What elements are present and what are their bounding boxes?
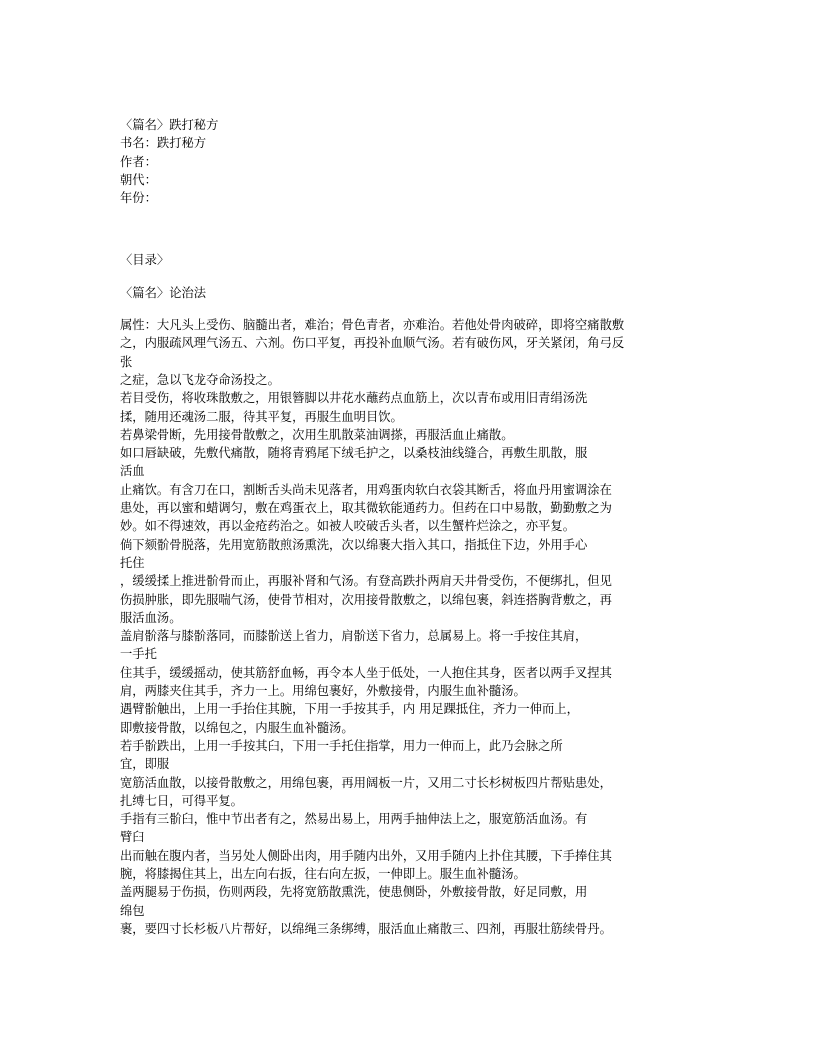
body-line: 宽筋活血散，以接骨散敷之，用绵包裹，再用阔板一片，又用二寸长杉树板四片帮贴患处，: [120, 775, 612, 790]
body-line: ，缓缓揉上推进骱骨而止，再服补肾和气汤。有登高跌扑两肩天井骨受伤，不便绑扎，但见: [120, 574, 612, 589]
body-line: 活血: [120, 464, 145, 479]
body-line: 伤损肿胀，即先服喘气汤，使骨节相对，次用接骨散敷之，以绵包裹，斜连搭胸背敷之，再: [120, 592, 612, 607]
body-text: [120, 316, 700, 938]
body-line: 之症，急以飞龙夺命汤投之。: [120, 372, 280, 387]
body-line: 盖肩骱落与膝骱落同，而膝骱送上省力，肩骱送下省力，总属易上。将一手按住其肩，: [120, 629, 588, 644]
header-line-dynasty: 朝代：: [120, 172, 157, 187]
body-line: 张: [120, 354, 133, 369]
body-line: 托住: [120, 555, 145, 570]
body-line: 如口唇缺破，先敷代痛散，随将青鸦尾下绒毛护之，以桑枝油线缝合，再敷生肌散，服: [120, 446, 588, 461]
header-line-author: 作者：: [120, 154, 157, 169]
body-line: 属性：大凡头上受伤、脑髓出者，难治；骨色青者，亦难治。若他处骨肉破碎，即将空痛散敷: [120, 318, 625, 333]
body-line: 若鼻梁骨断，先用接骨散敷之，次用生肌散菜油调搽，再服活血止痛散。: [120, 427, 514, 442]
toc-label: 〈目录〉: [120, 253, 170, 268]
body-line: 出而触在腹内者，当另处人侧卧出肉，用手随内出外，又用手随内上扑住其腰，下手捧住其: [120, 848, 612, 863]
body-line: 遇臂骱触出，上用一手抬住其腕，下用一手按其手，内 用足踝抵住，齐力一伸而上，: [120, 702, 579, 717]
header-line-title: 〈篇名〉跌打秘方: [120, 118, 219, 132]
body-line: 肩，两膝夹住其手，齐力一上。用绵包裹好，外敷接骨，内服生血补髓汤。: [120, 684, 526, 699]
body-line: 即敷接骨散，以绵包之，内服生血补髓汤。: [120, 720, 354, 735]
body-line: 止痛饮。有含刀在口，割断舌头尚未见落者，用鸡蛋肉软白衣袋其断舌，将血丹用蜜调涂在: [120, 482, 612, 497]
body-line: 裹，要四寸长杉板八片帮好，以绵绳三条绑缚，服活血止痛散三、四剂，再服壮筋续骨丹。: [120, 921, 612, 936]
body-line: 之，内服疏风理气汤五、六剂。伤口平复，再投补血顺气汤。若有破伤风，牙关紧闭，角弓反: [120, 336, 625, 351]
body-line: 手指有三骱臼，惟中节出者有之，然易出易上，用两手抽伸法上之，服宽筋活血汤。有: [120, 812, 588, 827]
body-line: 臂臼: [120, 830, 145, 845]
body-line: 盖两腿易于伤损，伤则两段，先将宽筋散熏洗，使患侧卧，外敷接骨散，好足同敷，用: [120, 885, 588, 900]
header-line-book: 书名：跌打秘方: [120, 136, 207, 151]
body-line: 若目受伤，将收珠散敷之，用银簪脚以井花水蘸药点血筋上，次以青布或用旧青绢汤洗: [120, 391, 588, 406]
header-line-year: 年份：: [120, 191, 157, 206]
body-line: 一手托: [120, 647, 157, 662]
body-line: 患处，再以蜜和蜡调匀，敷在鸡蛋衣上，取其微软能通药力。但药在口中易散，勤勤敷之为: [120, 501, 612, 516]
body-line: 扎缚七日，可得平复。: [120, 793, 243, 808]
section-title: 〈篇名〉论治法: [120, 285, 207, 300]
document-page: [120, 116, 700, 938]
body-line: 倘下颏骱骨脱落，先用宽筋散煎汤熏洗，次以绵裹大指入其口，指抵住下边，外用手心: [120, 537, 588, 552]
body-line: 绵包: [120, 903, 145, 918]
body-line: 住其手，缓缓摇动，使其筋舒血畅，再令本人坐于低处，一人抱住其身，医者以两手叉捏其: [120, 665, 612, 680]
body-line: 宜，即服: [120, 757, 170, 772]
body-line: 腕，将膝揭住其上，出左向右扳，往右向左扳，一伸即上。服生血补髓汤。: [120, 866, 526, 881]
body-line: 服活血汤。: [120, 610, 182, 625]
body-line: 妙。如不得速效，再以金疮药治之。如被人咬破舌头者，以生蟹杵烂涂之，亦平复。: [120, 519, 575, 534]
document-header: [120, 116, 700, 207]
body-line: 揉，随用还魂汤二服，待其平复，再服生血明目饮。: [120, 409, 403, 424]
body-line: 若手骱跌出，上用一手按其臼，下用一手托住指掌，用力一伸而上，此乃会脉之所: [120, 738, 563, 753]
